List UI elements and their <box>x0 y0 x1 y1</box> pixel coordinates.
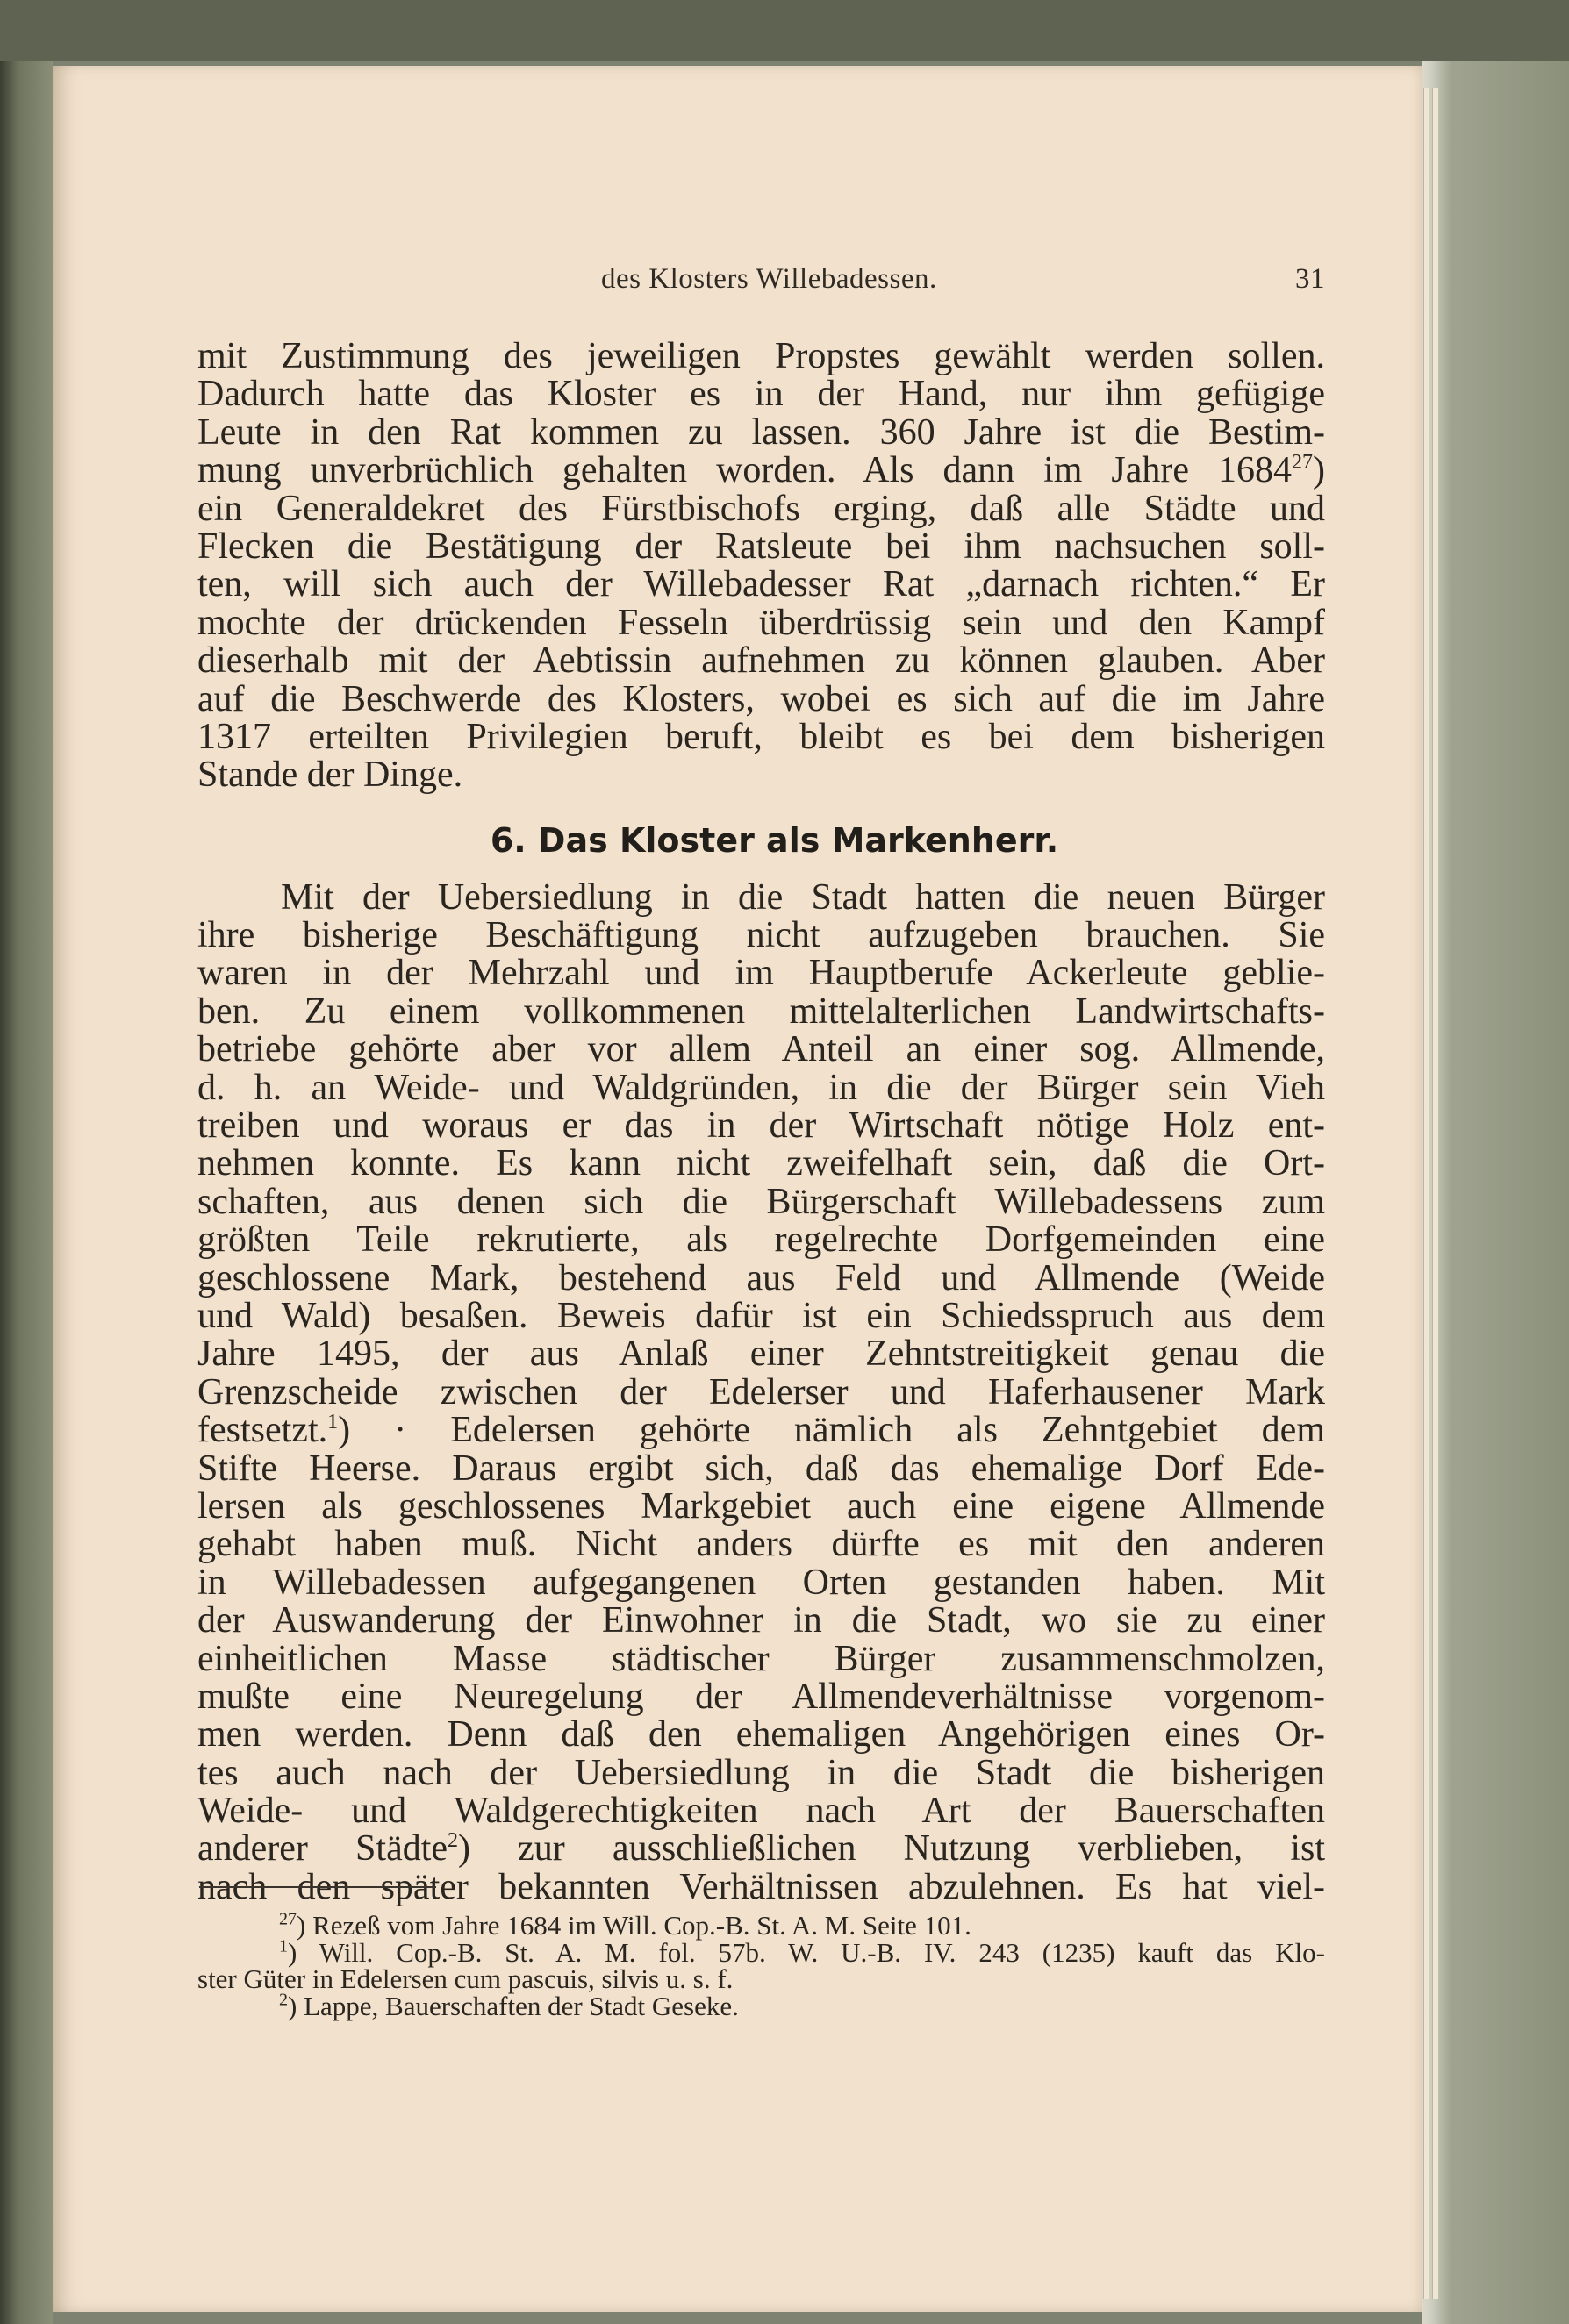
page-stack-edge <box>1432 88 1438 2299</box>
text-segment: festsetzt. <box>197 1410 328 1451</box>
text-line: Grenzscheide zwischen der Edelerser und Haferhausener Mark <box>197 1371 1325 1412</box>
text-line <box>197 452 1325 490</box>
section-heading: 6. Das Kloster als Markenherr. <box>490 820 1059 860</box>
text-line: und Wald) besaßen. Beweis dafür ist ein Schiedsspruch aus dem <box>197 1295 1325 1336</box>
footnote <box>197 1909 1325 1941</box>
text-line: geschlossene Mark, bestehend aus Feld und Allmende (Weide <box>197 1257 1325 1298</box>
footnote <box>197 1990 1325 2021</box>
text-line: Dadurch hatte das Kloster es in der Hand, nur ihm gefügige <box>197 374 1325 415</box>
footnote-text: ) Rezeß vom Jahre 1684 im Will. Cop.-B. St. A. M. Seite 101. <box>297 1910 971 1941</box>
text-line: Leute in den Rat kommen zu lassen. 360 Jahre ist die Bestim- <box>197 411 1325 453</box>
text-line: der Auswanderung der Einwohner in die Stadt, wo sie zu einer <box>197 1600 1325 1641</box>
footnote <box>197 1936 1325 1968</box>
text-line: d. h. an Weide- und Waldgründen, in die der Bürger sein Vieh <box>197 1067 1325 1108</box>
footnote-text: ) Lappe, Bauerschaften der Stadt Geseke. <box>288 1990 739 2021</box>
text-line: dieserhalb mit der Aebtissin aufnehmen zu können glauben. Aber <box>197 640 1325 682</box>
text-line: nach den später bekannten Verhältnissen abzulehnen. Es hat viel- <box>197 1866 1325 1907</box>
text-line: mit Zustimmung des jeweiligen Propstes gewählt werden sollen. <box>197 336 1325 376</box>
text-line: auf die Beschwerde des Klosters, wobei es sich auf die im Jahre <box>197 678 1325 719</box>
footnote-mark: 1 <box>279 1936 288 1956</box>
page-stack-edge <box>1423 88 1429 2299</box>
footnote-reference: 2 <box>448 1829 459 1853</box>
text-line: betriebe gehörte aber vor allem Anteil an einer sog. Allmende, <box>197 1029 1325 1070</box>
text-line: Mit der Uebersiedlung in die Stadt hatten die neuen Bürger <box>281 876 1325 918</box>
text-line: men werden. Denn daß den ehemaligen Angehörigen eines Or- <box>197 1714 1325 1756</box>
text-line: nehmen konnte. Es kann nicht zweifelhaft sein, daß die Ort- <box>197 1143 1325 1184</box>
text-line: schaften, aus denen sich die Bürgerschaft Willebadessens zum <box>197 1181 1325 1222</box>
body-text <box>197 338 1325 1906</box>
text-line: mochte der drückenden Fesseln überdrüssig sein und den Kampf <box>197 602 1325 643</box>
text-line: in Willebadessen aufgegangenen Orten gestanden haben. Mit <box>197 1562 1325 1603</box>
text-line: Jahre 1495, der aus Anlaß einer Zehntstreitigkeit genau die <box>197 1334 1325 1375</box>
text-line: ben. Zu einem vollkommenen mittelalterlichen Landwirtschafts- <box>197 990 1325 1032</box>
footnote-rule <box>199 1886 436 1888</box>
running-title: des Klosters Willebadessen. <box>601 263 937 295</box>
text-segment: mung unverbrüchlich gehalten worden. Als dann im Jahre 1684 <box>197 450 1292 491</box>
footnote-text: ) Will. Cop.-B. St. A. M. fol. 57b. W. U.-B. IV. 243 (1235) kauft das Klo- <box>288 1936 1325 1968</box>
footnote-reference: 1 <box>327 1411 339 1434</box>
text-segment: ) zur ausschließlichen Nutzung verblieben, ist <box>458 1828 1325 1870</box>
text-line: ten, will sich auch der Willebadesser Rat „darnach richten.“ Er <box>197 564 1325 605</box>
page-number: 31 <box>1295 263 1325 295</box>
book-cover-top <box>0 0 1569 61</box>
text-line: treiben und woraus er das in der Wirtschaft nötige Holz ent- <box>197 1105 1325 1147</box>
book-spine-shadow <box>0 61 53 2324</box>
footnote-reference: 27 <box>1292 451 1313 475</box>
text-line: einheitlichen Masse städtischer Bürger zusammenschmolzen, <box>197 1638 1325 1679</box>
text-line: Weide- und Waldgerechtigkeiten nach Art der Bauerschaften <box>197 1791 1325 1832</box>
text-line: ein Generaldekret des Fürstbischofs erging, daß alle Städte und <box>197 488 1325 529</box>
footnote-text: ster Güter in Edelersen cum pascuis, silvis u. s. f. <box>197 1963 734 1994</box>
text-line: gehabt haben muß. Nicht anders dürfte es mit den anderen <box>197 1524 1325 1565</box>
running-header <box>197 254 1325 307</box>
text-segment: anderer Städte <box>197 1828 448 1870</box>
book-page <box>53 66 1422 2312</box>
text-line: tes auch nach der Uebersiedlung in die Stadt die bisherigen <box>197 1752 1325 1793</box>
text-line: mußte eine Neuregelung der Allmendeverhältnisse vorgenom- <box>197 1676 1325 1717</box>
text-line: lersen als geschlossenes Markgebiet auch eine eigene Allmende <box>197 1485 1325 1527</box>
footnote-continuation <box>197 1963 1325 1994</box>
text-line: größten Teile rekrutierte, als regelrechte Dorfgemeinden eine <box>197 1219 1325 1261</box>
text-line: Stande der Dinge. <box>197 754 463 796</box>
footnote-mark: 27 <box>279 1909 297 1929</box>
footnotes <box>197 1909 1325 2021</box>
text-segment: ) <box>1313 450 1325 491</box>
text-line: ihre bisherige Beschäftigung nicht aufzugeben brauchen. Sie <box>197 915 1325 956</box>
text-line: waren in der Mehrzahl und im Hauptberufe Ackerleute geblie- <box>197 953 1325 994</box>
book-cover-edge <box>1422 61 1569 2324</box>
text-line <box>197 1412 1325 1449</box>
text-line: 1317 erteilten Privilegien beruft, bleibt es bei dem bisherigen <box>197 716 1325 757</box>
text-line: Flecken die Bestätigung der Ratsleute bei ihm nachsuchen soll- <box>197 526 1325 567</box>
text-segment: ) · Edelersen gehörte nämlich als Zehntgebiet dem <box>338 1410 1325 1451</box>
text-line <box>197 1830 1325 1868</box>
text-line: Stifte Heerse. Daraus ergibt sich, daß das ehemalige Dorf Ede- <box>197 1448 1325 1489</box>
footnote-mark: 2 <box>279 1990 288 2010</box>
